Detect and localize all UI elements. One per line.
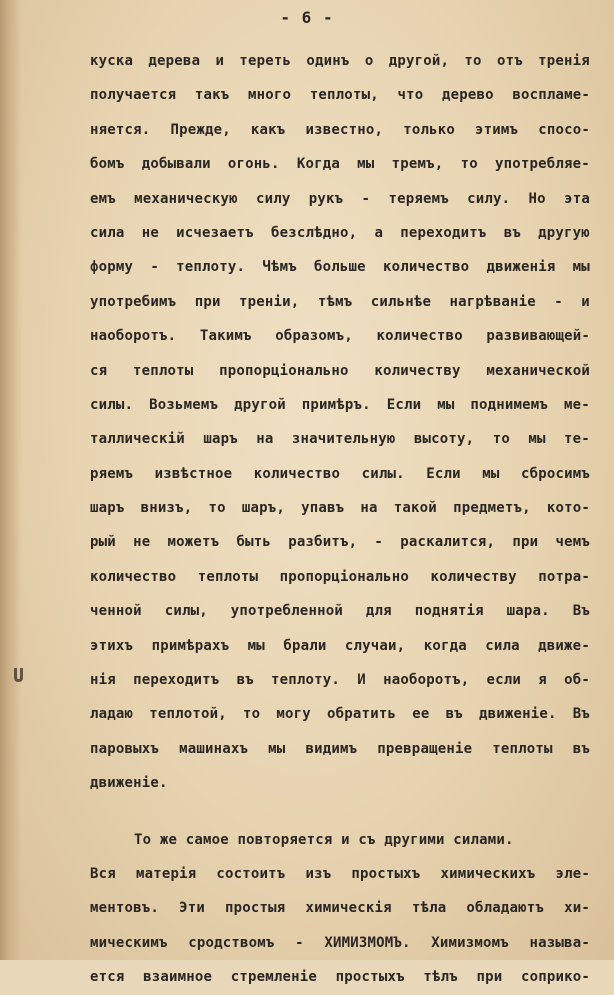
word: - — [295, 934, 304, 951]
word: Такимъ — [199, 328, 252, 345]
word: химическихъ — [440, 865, 536, 882]
text-line — [90, 182, 590, 216]
word: теплоты, — [309, 87, 379, 104]
word: огонь. — [227, 156, 280, 173]
word: нагрѣваніе — [449, 293, 536, 310]
word: брали — [283, 637, 327, 654]
text-line — [90, 216, 590, 250]
text-line: движеніе. — [90, 775, 168, 792]
word: при — [194, 293, 221, 310]
word: количеству — [430, 568, 517, 585]
word: изъ — [305, 865, 332, 882]
word: куска — [90, 53, 134, 69]
word: ХИМИЗМОМЪ. — [324, 934, 411, 951]
word: не — [133, 534, 151, 551]
word: эта — [564, 190, 590, 207]
word: въ — [572, 740, 590, 757]
word: упавъ — [301, 500, 345, 517]
word: ме- — [564, 396, 590, 413]
word: мы — [482, 465, 500, 482]
text-line — [90, 732, 590, 766]
word: когда — [423, 637, 467, 654]
text-line — [90, 629, 590, 663]
word: обладаютъ — [466, 900, 545, 917]
word: тренія — [538, 53, 590, 69]
text-line — [90, 960, 590, 994]
word: этихъ — [90, 637, 134, 654]
page-number: - 6 - — [280, 8, 334, 27]
text-line — [90, 857, 590, 891]
word: такъ — [194, 87, 230, 104]
word: чемъ — [555, 534, 590, 551]
word: такой — [393, 500, 437, 517]
word: ся — [90, 362, 108, 379]
word: движеніе. — [478, 706, 557, 723]
body-text — [90, 44, 590, 995]
word: - — [554, 293, 563, 310]
word: тѣла — [411, 900, 447, 917]
text-line — [90, 147, 590, 181]
word: можетъ — [167, 534, 220, 551]
word: то — [208, 500, 226, 517]
word: количество — [90, 568, 177, 585]
paragraph-gap — [90, 801, 590, 823]
word: тереть — [239, 53, 292, 69]
word: на — [256, 431, 274, 448]
word: простыхъ — [351, 865, 421, 882]
word: емъ — [90, 190, 116, 207]
word: раскалится, — [400, 534, 496, 551]
word: силу — [255, 190, 291, 207]
word: бомъ — [90, 156, 125, 173]
word: другой, — [388, 53, 450, 69]
word: количество — [253, 465, 341, 482]
word: пропорціонально — [219, 362, 349, 379]
word: хи- — [564, 900, 590, 917]
word: форму — [90, 259, 134, 276]
word: отъ — [496, 53, 523, 69]
word: Вся — [90, 865, 116, 882]
word: видимъ — [305, 740, 358, 757]
word: если — [486, 672, 522, 689]
word: Если — [386, 396, 422, 413]
word: ряемъ — [90, 465, 134, 482]
word: сила — [90, 224, 125, 241]
word: сбросимъ — [520, 465, 590, 482]
text-line — [90, 594, 590, 628]
word: примѣръ. — [301, 396, 371, 413]
word: теплоту. — [176, 259, 246, 276]
word: ется — [90, 969, 125, 986]
word: нія — [90, 672, 116, 689]
word: одинъ — [306, 53, 350, 69]
word: сильнѣе — [370, 293, 432, 310]
word: о — [364, 53, 374, 69]
word: ченной — [90, 603, 142, 620]
word: паровыхъ — [90, 740, 160, 757]
word: Если — [426, 465, 461, 482]
word: те- — [564, 431, 590, 448]
word: известно, — [305, 121, 384, 138]
text-line — [90, 457, 590, 491]
word: получается — [90, 87, 177, 104]
word: поднятія — [414, 603, 484, 620]
text-line — [90, 44, 590, 78]
word: механическую — [134, 190, 238, 207]
margin-ink-mark — [14, 668, 23, 682]
word: то — [243, 706, 261, 723]
word: рукъ — [308, 190, 344, 207]
word: внизъ, — [140, 500, 193, 517]
paragraph-container — [90, 44, 590, 995]
word: сила — [485, 637, 520, 654]
word: силы. — [90, 396, 134, 413]
word: случаи, — [344, 637, 406, 654]
word: исчезаетъ — [176, 224, 254, 241]
word: Химизмомъ — [431, 934, 509, 951]
word: употребленной — [230, 603, 343, 620]
word: мы — [247, 637, 265, 654]
word: Но — [528, 190, 546, 207]
word: пропорціонально — [279, 568, 410, 585]
text-line — [90, 285, 590, 319]
word: что — [397, 87, 424, 104]
word: матерія — [135, 865, 197, 882]
word: Въ — [572, 603, 590, 620]
word: больше — [314, 259, 366, 276]
text-line — [90, 388, 590, 422]
word: ее — [412, 706, 430, 723]
word: шара. — [506, 603, 550, 620]
word: стремленіе — [230, 969, 318, 986]
word: поднимемъ — [470, 396, 549, 413]
word: наоборотъ. — [90, 328, 177, 345]
word: образомъ, — [275, 328, 353, 345]
word: этимъ — [475, 121, 519, 138]
word: то — [460, 156, 478, 173]
word: машинахъ — [179, 740, 249, 757]
text-line — [90, 491, 590, 525]
word: а — [374, 224, 384, 241]
word: треніи, — [239, 293, 300, 310]
word: другой — [234, 396, 286, 413]
word: употребляе- — [495, 156, 590, 173]
text-line — [90, 663, 590, 697]
word: я — [538, 672, 547, 689]
word: какъ — [250, 121, 286, 138]
word: шаръ — [203, 431, 238, 448]
word: Возьмемъ — [149, 396, 219, 413]
word: Прежде, — [170, 121, 231, 138]
text-line — [90, 560, 590, 594]
word: потра- — [538, 568, 590, 585]
word: - — [374, 534, 384, 551]
word: могу — [276, 706, 311, 723]
text-line — [90, 422, 590, 456]
word: силу. — [467, 190, 511, 207]
word: тремъ, — [391, 156, 444, 173]
word: при — [476, 969, 503, 986]
text-line — [90, 697, 590, 731]
text-line — [90, 319, 590, 353]
word: то — [492, 431, 510, 448]
word: значительную — [291, 431, 396, 448]
word: сродствомъ — [188, 934, 275, 951]
word: об- — [564, 672, 590, 689]
word: мы — [437, 396, 455, 413]
word: и — [215, 53, 225, 69]
word: въ — [236, 672, 254, 689]
word: рый — [90, 534, 116, 551]
word: наоборотъ, — [383, 672, 470, 689]
word: воспламе- — [512, 87, 590, 104]
word: въ — [503, 224, 521, 241]
word: силы, — [164, 603, 208, 620]
word: извѣстное — [154, 465, 233, 482]
word: ментовъ. — [90, 900, 160, 917]
word: развивающей- — [486, 328, 590, 345]
word: на — [360, 500, 378, 517]
word: Чѣмъ — [262, 259, 297, 276]
word: теплоты — [492, 740, 553, 757]
word: переходитъ — [400, 224, 487, 241]
word: много — [248, 87, 292, 104]
word: взаимное — [143, 969, 213, 986]
word: теплоты — [197, 568, 259, 585]
word: добывали — [141, 156, 211, 173]
text-line — [90, 113, 590, 147]
word: только — [403, 121, 455, 138]
word: химическія — [305, 900, 392, 917]
text-line — [90, 250, 590, 284]
text-line — [90, 891, 590, 925]
word: Въ — [572, 706, 590, 723]
word: кото- — [546, 500, 590, 517]
word: эле- — [555, 865, 590, 882]
word: количеству — [374, 362, 461, 379]
word: движе- — [538, 637, 590, 654]
word: высоту, — [413, 431, 475, 448]
word: силы. — [361, 465, 405, 482]
word: предметъ, — [453, 500, 531, 517]
word: теряемъ — [388, 190, 449, 207]
word: тѣлъ — [423, 969, 458, 986]
word: И — [357, 672, 366, 689]
word: состоитъ — [216, 865, 286, 882]
word: другую — [538, 224, 590, 241]
word: мическимъ — [90, 934, 168, 951]
word: разбитъ, — [288, 534, 358, 551]
word: дерева — [148, 53, 201, 69]
text-line — [90, 525, 590, 559]
text-line — [90, 926, 590, 960]
word: количество — [382, 259, 470, 276]
word: дерево — [441, 87, 494, 104]
word: обратить — [327, 706, 397, 723]
text-line: То же самое повторяется и съ другими силами. — [134, 831, 514, 848]
word: теплоту. — [271, 672, 341, 689]
word: - — [361, 190, 371, 207]
word: Когда — [296, 156, 340, 173]
word: шаръ — [90, 500, 125, 517]
word: ладаю — [90, 706, 134, 723]
word: быть — [236, 534, 272, 551]
word: - — [150, 259, 159, 276]
word: простыя — [225, 900, 286, 917]
word: употребимъ — [90, 293, 177, 310]
word: то — [464, 53, 482, 69]
word: примѣрахъ — [151, 637, 230, 654]
word: превращеніе — [377, 740, 473, 757]
text-line — [90, 78, 590, 112]
word: при — [512, 534, 539, 551]
word: мы — [572, 259, 590, 276]
word: мы — [268, 740, 286, 757]
word: шаръ, — [241, 500, 286, 517]
word: мы — [357, 156, 375, 173]
word: спосо- — [538, 121, 590, 138]
word: не — [141, 224, 159, 241]
word: теплотой, — [149, 706, 227, 723]
word: называ- — [529, 934, 590, 951]
word: движенія — [486, 259, 556, 276]
text-line — [90, 354, 590, 388]
word: мы — [528, 431, 546, 448]
word: въ — [445, 706, 463, 723]
word: количество — [376, 328, 463, 345]
word: переходитъ — [133, 672, 220, 689]
page-edge-shadow — [0, 0, 22, 960]
word: Эти — [179, 900, 205, 917]
word: для — [365, 603, 392, 620]
word: соприко- — [520, 969, 590, 986]
word: таллическій — [90, 431, 185, 448]
word: няется. — [90, 121, 151, 138]
word: теплоты — [133, 362, 194, 379]
word: тѣмъ — [317, 293, 353, 310]
word: и — [581, 293, 590, 310]
word: безслѣдно, — [270, 224, 358, 241]
word: механической — [486, 362, 590, 379]
word: простыхъ — [335, 969, 405, 986]
